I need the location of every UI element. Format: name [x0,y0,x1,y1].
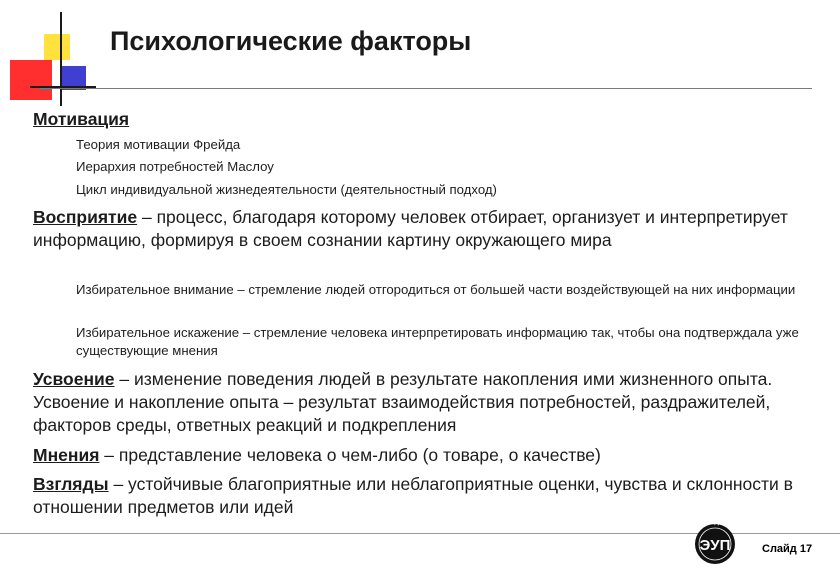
slide-title: Психологические факторы [110,26,472,56]
opinions-keyword: Мнения [33,445,100,465]
motivation-item: Теория мотивации Фрейда [76,137,241,152]
vertical-line [60,12,62,106]
motivation-heading [33,108,823,131]
perception-keyword: Восприятие [33,207,138,227]
learning-text: – изменение поведения людей в результате накопления ими жизненного опыта. Усвоение и накопление опыта – результат взаимодействия потребностей, раздражителей, факторов среды, ответных реакций и подкрепления [33,369,773,435]
opinions-text: – представление человека о чем-либо (о товаре, о качестве) [99,445,601,465]
red-square [10,60,52,100]
logo-main-text: ЭУП [699,537,731,554]
yellow-square [44,34,70,60]
title-divider [40,88,812,89]
learning-paragraph [33,368,823,437]
perception-paragraph [33,206,823,252]
motivation-item: Цикл индивидуальной жизнедеятельности (деятельностный подход) [76,182,497,197]
perception-item: Избирательное искажение – стремление человека интерпретировать информацию так, чтобы она подтверждала уже существующие мнения [76,325,799,358]
motivation-keyword: Мотивация [33,109,130,129]
department-logo [686,516,744,566]
perception-item: Избирательное внимание – стремление людей отгородиться от большей части воздействующей на них информации [76,282,796,297]
perception-text: – процесс, благодаря которому человек отбирает, организует и интерпретирует информацию, формируя в своем сознании картину окружающего мира [33,207,788,250]
slide-number: Слайд 17 [762,543,813,555]
views-keyword: Взгляды [33,474,109,494]
logo-top-text: КАФЕДРА [696,519,728,533]
learning-keyword: Усвоение [33,369,115,389]
motivation-item: Иерархия потребностей Маслоу [76,159,274,174]
opinions-paragraph [33,444,823,467]
views-text: – устойчивые благоприятные или неблагоприятные оценки, чувства и склонности в отношении предметов или идей [33,474,793,517]
views-paragraph [33,473,823,519]
corner-decoration [0,0,110,110]
